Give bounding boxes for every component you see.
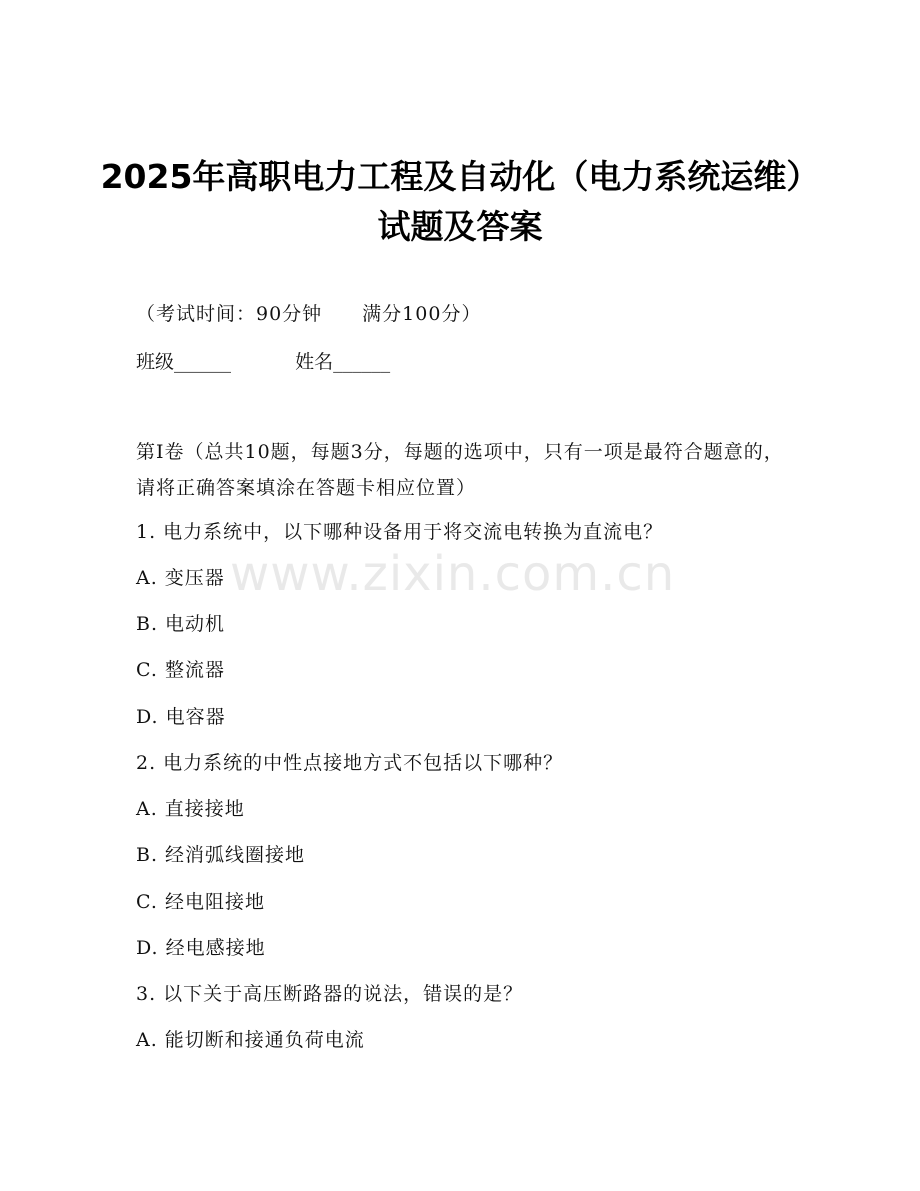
question-3-stem: 3. 以下关于高压断路器的说法，错误的是？: [136, 983, 524, 1005]
question-1-option-a: A. 变压器: [136, 567, 225, 589]
exam-info: （考试时间：90分钟 满分100分）: [136, 303, 482, 325]
question-1-stem: 1. 电力系统中，以下哪种设备用于将交流电转换为直流电？: [136, 521, 664, 543]
watermark: www.zixin.com.cn: [230, 546, 676, 602]
question-1-option-d: D. 电容器: [136, 706, 226, 728]
question-1-option-c: C. 整流器: [136, 659, 225, 681]
question-2-option-d: D. 经电感接地: [136, 937, 266, 959]
section-intro: 第I卷（总共10题，每题3分，每题的选项中，只有一项是最符合题意的，请将正确答案填涂在答题卡相应位置）: [136, 441, 784, 499]
question-2-option-a: A. 直接接地: [136, 798, 245, 820]
question-3-option-a: A. 能切断和接通负荷电流: [136, 1029, 365, 1051]
question-1-option-b: B. 电动机: [136, 613, 226, 635]
student-info: [136, 350, 786, 374]
class-field: 班级______: [136, 351, 232, 373]
question-2-option-b: B. 经消弧线圈接地: [136, 844, 306, 866]
name-field: 姓名______: [295, 351, 391, 373]
document-title: 2025年高职电力工程及自动化（电力系统运维）试题及答案: [100, 157, 820, 246]
question-2-option-c: C. 经电阻接地: [136, 891, 265, 913]
question-2-stem: 2. 电力系统的中性点接地方式不包括以下哪种？: [136, 752, 564, 774]
